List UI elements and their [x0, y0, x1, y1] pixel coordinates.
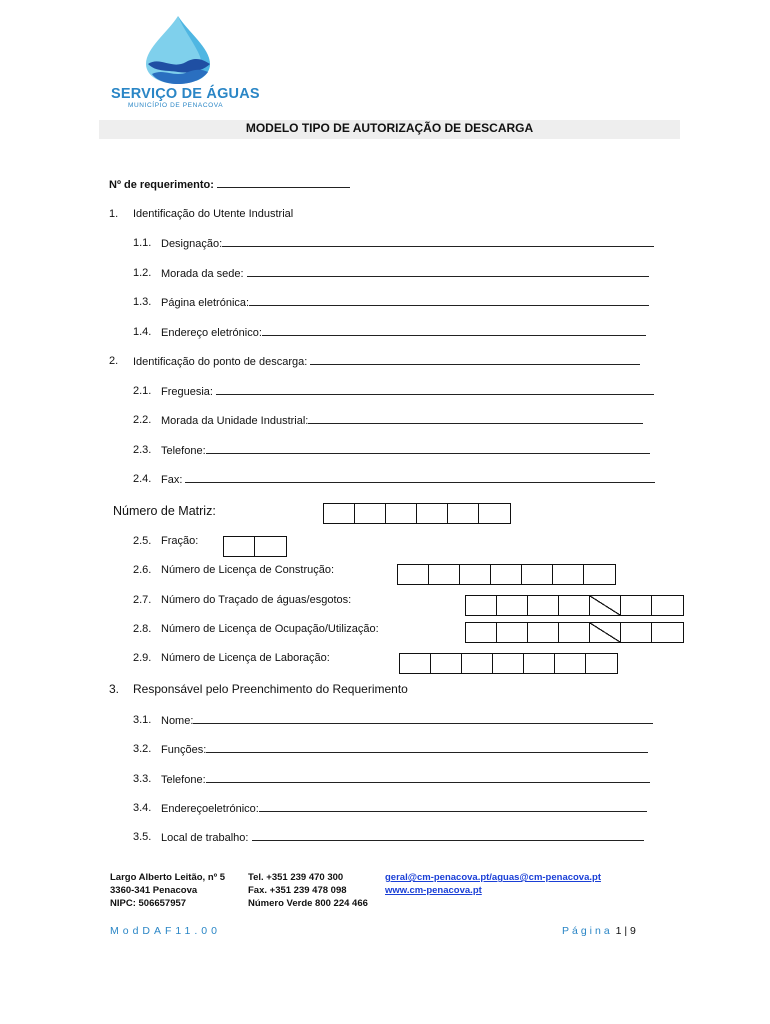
numero-matriz-label: Número de Matriz: — [113, 504, 216, 518]
item-number: 2.9. — [133, 652, 152, 664]
fracao-label: Fração: — [161, 535, 199, 547]
separator-box — [590, 623, 621, 642]
item-number: 3.3. — [133, 773, 152, 785]
requerimento-field[interactable] — [109, 177, 350, 192]
field-blank — [262, 325, 646, 336]
field-label: Morada da Unidade Industrial: — [161, 415, 309, 427]
fax-field[interactable] — [161, 472, 655, 487]
field-blank — [310, 354, 640, 365]
section-3-title: Responsável pelo Preenchimento do Requerimento — [133, 682, 408, 696]
item-number: 2.5. — [133, 535, 152, 547]
section-3-number: 3. — [109, 682, 120, 696]
item-number: 2.3. — [133, 444, 152, 456]
item-number: 1.2. — [133, 267, 152, 279]
field-blank — [216, 384, 654, 395]
field-blank — [206, 742, 648, 753]
digit-box[interactable] — [522, 565, 553, 584]
field-label: Página eletrónica: — [161, 297, 250, 309]
brand-subtitle: MUNICÍPIO DE PENACOVA — [128, 102, 224, 109]
tracado-aguas-label: Número do Traçado de águas/esgotos: — [161, 594, 352, 606]
digit-box[interactable] — [491, 565, 522, 584]
digit-box[interactable] — [652, 623, 683, 642]
licenca-laboracao-boxes[interactable] — [399, 653, 618, 674]
field-label: Local de trabalho: — [161, 832, 249, 844]
page-separator: | — [624, 925, 628, 937]
telefone-responsavel-field[interactable] — [161, 772, 650, 787]
item-number: 3.4. — [133, 802, 152, 814]
item-number: 2.1. — [133, 385, 152, 397]
field-label: Telefone: — [161, 445, 206, 457]
digit-box[interactable] — [497, 623, 528, 642]
licenca-laboracao-label: Número de Licença de Laboração: — [161, 652, 330, 664]
document-reference: ModDAF11.00 — [110, 925, 221, 937]
digit-box[interactable] — [528, 623, 559, 642]
footer-address-line: 3360-341 Penacova — [110, 885, 198, 896]
freguesia-field[interactable] — [161, 384, 654, 399]
field-label: Telefone: — [161, 774, 206, 786]
footer-address-line: Largo Alberto Leitão, nº 5 — [110, 872, 226, 883]
digit-box[interactable] — [497, 596, 528, 615]
tracado-aguas-boxes[interactable] — [465, 595, 684, 616]
digit-box[interactable] — [448, 504, 479, 523]
footer-address — [110, 871, 225, 910]
field-label: Nome: — [161, 715, 194, 727]
field-label: Designação: — [161, 238, 223, 250]
water-drop-logo-icon — [108, 14, 248, 86]
section-1-number: 1. — [109, 208, 119, 220]
digit-box[interactable] — [466, 596, 497, 615]
section-2-number: 2. — [109, 355, 119, 367]
footer-website-link[interactable]: www.cm-penacova.pt — [385, 885, 482, 896]
morada-unidade-field[interactable] — [161, 413, 643, 428]
digit-box[interactable] — [528, 596, 559, 615]
digit-box[interactable] — [386, 504, 417, 523]
section-1-title: Identificação do Utente Industrial — [133, 208, 294, 220]
digit-box[interactable] — [417, 504, 448, 523]
digit-box[interactable] — [460, 565, 491, 584]
field-blank — [222, 236, 654, 247]
pagina-eletronica-field[interactable] — [161, 295, 649, 310]
licenca-ocupacao-boxes[interactable] — [465, 622, 684, 643]
page-total: 9 — [630, 925, 636, 937]
item-number: 1.1. — [133, 237, 152, 249]
digit-box[interactable] — [621, 623, 652, 642]
field-blank — [185, 472, 655, 483]
digit-box[interactable] — [493, 654, 524, 673]
digit-box[interactable] — [559, 596, 590, 615]
field-label: Endereçoeletrónico: — [161, 803, 259, 815]
designacao-field[interactable] — [161, 236, 654, 251]
licenca-ocupacao-label: Número de Licença de Ocupação/Utilização: — [161, 623, 379, 635]
footer-numero-verde: Número Verde 800 224 466 — [248, 898, 368, 909]
digit-box[interactable] — [524, 654, 555, 673]
item-number: 2.8. — [133, 623, 152, 635]
field-blank — [249, 295, 649, 306]
morada-sede-field[interactable] — [161, 266, 649, 281]
footer-phones — [248, 871, 368, 910]
endereco-responsavel-field[interactable] — [161, 801, 647, 816]
digit-box[interactable] — [355, 504, 386, 523]
page-word: Página — [562, 925, 613, 937]
digit-box[interactable] — [431, 654, 462, 673]
field-blank — [206, 772, 650, 783]
digit-box[interactable] — [466, 623, 497, 642]
licenca-construcao-label: Número de Licença de Construção: — [161, 564, 335, 576]
digit-box[interactable] — [553, 565, 584, 584]
page-indicator — [562, 925, 636, 937]
licenca-construcao-boxes[interactable] — [397, 564, 616, 585]
requerimento-blank — [217, 177, 350, 188]
section-2-title: Identificação do ponto de descarga: — [133, 356, 308, 368]
endereco-eletronico-field[interactable] — [161, 325, 646, 340]
local-trabalho-field[interactable] — [161, 830, 644, 845]
field-label: Freguesia: — [161, 386, 213, 398]
digit-box[interactable] — [555, 654, 586, 673]
nome-field[interactable] — [161, 713, 653, 728]
numero-matriz-boxes[interactable] — [323, 503, 511, 524]
item-number: 1.4. — [133, 326, 152, 338]
digit-box[interactable] — [479, 504, 510, 523]
footer-email-link[interactable]: geral@cm-penacova.pt/aguas@cm-penacova.pt — [385, 872, 601, 883]
digit-box[interactable] — [559, 623, 590, 642]
section-2-field[interactable] — [133, 354, 640, 369]
footer-contacts — [385, 871, 601, 897]
fracao-boxes[interactable] — [223, 536, 287, 557]
page-number: 1 — [615, 925, 622, 937]
field-blank — [259, 801, 647, 812]
digit-box[interactable] — [224, 537, 255, 556]
field-blank — [206, 443, 650, 454]
digit-box[interactable] — [429, 565, 460, 584]
footer-fax: Fax. +351 239 478 098 — [248, 885, 347, 896]
digit-box[interactable] — [652, 596, 683, 615]
item-number: 2.4. — [133, 473, 152, 485]
digit-box[interactable] — [586, 654, 617, 673]
digit-box[interactable] — [621, 596, 652, 615]
field-blank — [252, 830, 644, 841]
field-label: Fax: — [161, 474, 183, 486]
digit-box[interactable] — [462, 654, 493, 673]
field-blank — [193, 713, 653, 724]
document-title: MODELO TIPO DE AUTORIZAÇÃO DE DESCARGA — [245, 121, 534, 135]
digit-box[interactable] — [400, 654, 431, 673]
funcoes-field[interactable] — [161, 742, 648, 757]
brand-name: SERVIÇO DE ÁGUAS — [111, 86, 260, 102]
item-number: 2.7. — [133, 594, 152, 606]
item-number: 2.6. — [133, 564, 152, 576]
item-number: 3.5. — [133, 831, 152, 843]
item-number: 3.1. — [133, 714, 152, 726]
digit-box[interactable] — [255, 537, 286, 556]
digit-box[interactable] — [398, 565, 429, 584]
field-label: Endereço eletrónico: — [161, 327, 262, 339]
item-number: 2.2. — [133, 414, 152, 426]
footer-nipc: NIPC: 506657957 — [110, 898, 187, 909]
separator-box — [590, 596, 621, 615]
item-number: 3.2. — [133, 743, 152, 755]
digit-box[interactable] — [584, 565, 615, 584]
telefone-field[interactable] — [161, 443, 650, 458]
field-blank — [247, 266, 649, 277]
field-label: Morada da sede: — [161, 268, 244, 280]
field-label: Funções: — [161, 744, 207, 756]
footer-tel: Tel. +351 239 470 300 — [248, 872, 344, 883]
digit-box[interactable] — [324, 504, 355, 523]
field-blank — [308, 413, 643, 424]
requerimento-label: Nº de requerimento: — [109, 179, 214, 191]
item-number: 1.3. — [133, 296, 152, 308]
